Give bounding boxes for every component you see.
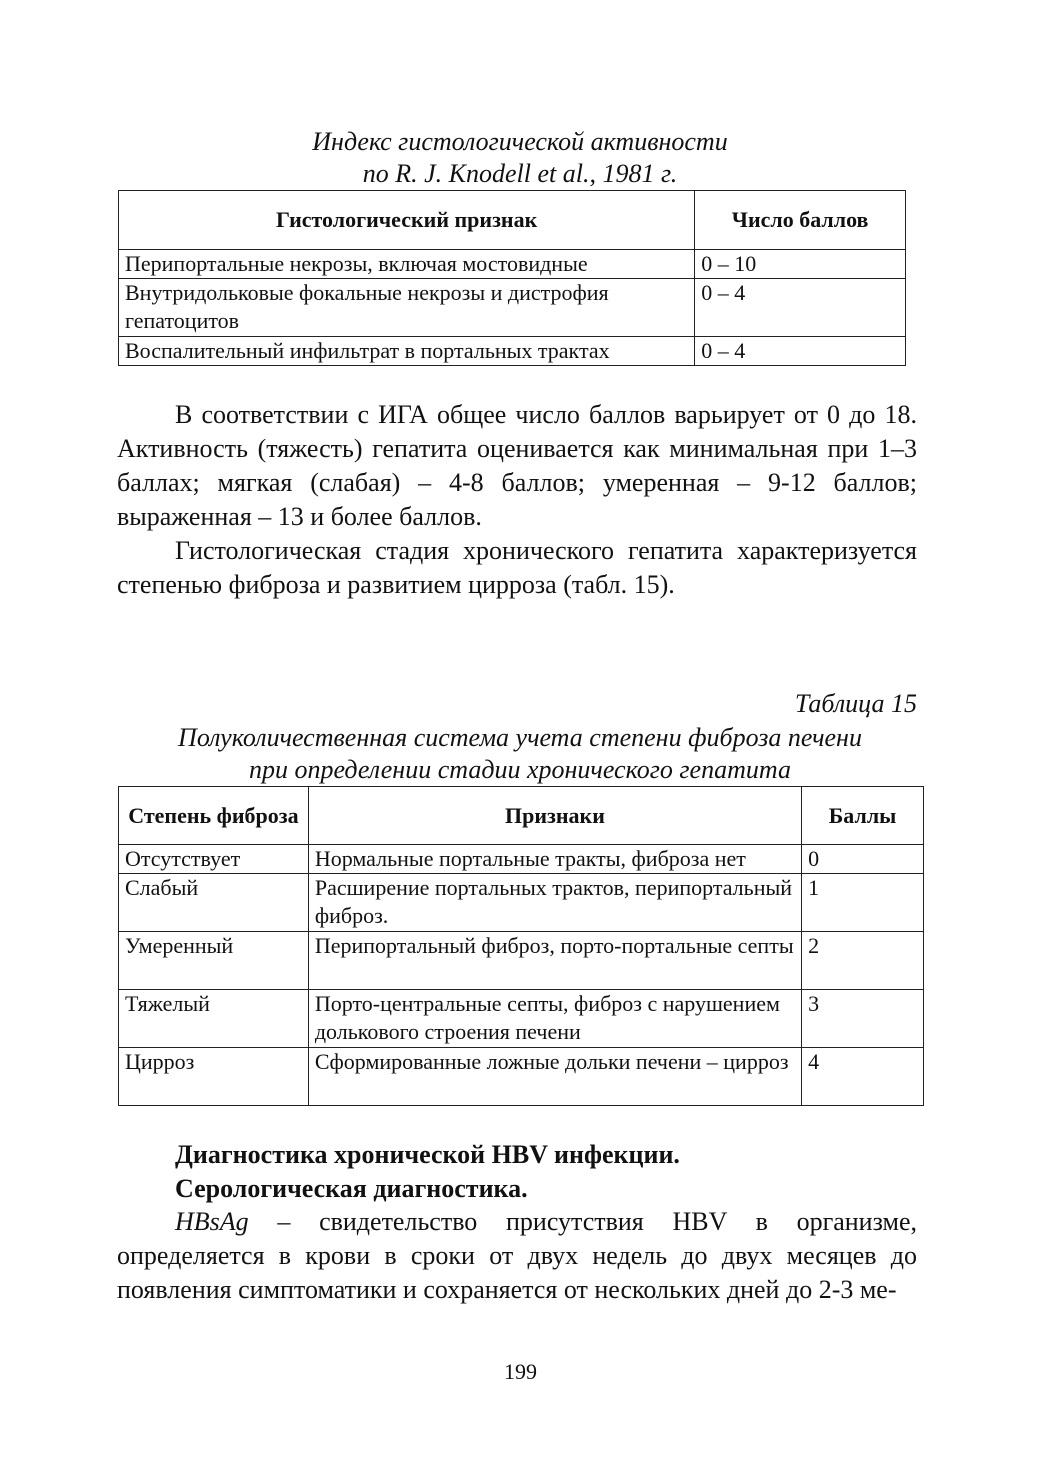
page-number: 199	[504, 1359, 537, 1384]
section-heading: Диагностика хронической HBV инфекции.	[175, 1140, 680, 1169]
table-cell: Перипортальный фиброз, порто-портальные септы	[308, 932, 801, 990]
fibrosis-stage-table	[118, 786, 924, 1106]
histology-activity-table	[118, 190, 906, 366]
table-cell: 0 – 10	[695, 250, 906, 279]
table-cell: 0	[802, 845, 924, 874]
table-row	[119, 874, 924, 932]
table-cell: Нормальные портальные тракты, фиброза нет	[308, 845, 801, 874]
table-header-cell: Гистологический признак	[119, 191, 695, 250]
table-header-cell: Число баллов	[695, 191, 906, 250]
table-row	[119, 932, 924, 990]
table-cell: Тяжелый	[119, 990, 309, 1048]
table-header-cell: Признаки	[308, 787, 801, 845]
body-paragraph: Гистологическая стадия хронического гепатита характеризуется степенью фиброза и развитием цирроза (табл. 15).	[117, 536, 917, 599]
paragraph-text: – свидетельство присутствия HBV в организме, определяется в крови в сроки от двух недель до двух месяцев до появления симптоматики и сохраняется от нескольких дней до 2-3 ме-	[117, 1207, 917, 1304]
table-cell: Воспалительный инфильтрат в портальных трактах	[119, 337, 695, 366]
table-cell: Порто-центральные септы, фиброз с нарушением долькового строения печени	[308, 990, 801, 1048]
table-row	[119, 279, 906, 337]
table-cell: Слабый	[119, 874, 309, 932]
table-cell: Цирроз	[119, 1048, 309, 1106]
body-paragraph	[117, 1205, 917, 1307]
table-cell: Перипортальные некрозы, включая мостовидные	[119, 250, 695, 279]
table-cell: 4	[802, 1048, 924, 1106]
table-header-row	[119, 191, 906, 250]
table-cell: Сформированные ложные дольки печени – цирроз	[308, 1048, 801, 1106]
table2-caption-line2: при определении стадии хронического гепатита	[249, 755, 791, 784]
table-cell: 2	[802, 932, 924, 990]
table-header-cell: Степень фиброза	[119, 787, 309, 845]
table-header-row	[119, 787, 924, 845]
table-cell: 0 – 4	[695, 279, 906, 337]
term-hbsag: HBsAg	[175, 1207, 249, 1236]
table-cell: Внутридольковые фокальные некрозы и дистрофия гепатоцитов	[119, 279, 695, 337]
table-row	[119, 845, 924, 874]
section-subheading: Серологическая диагностика.	[175, 1174, 528, 1203]
table1-caption	[117, 126, 923, 190]
table-header-cell: Баллы	[802, 787, 924, 845]
table1-caption-line1: Индекс гистологической активности	[312, 127, 728, 156]
table-cell: 3	[802, 990, 924, 1048]
table-cell: Расширение портальных трактов, перипортальный фиброз.	[308, 874, 801, 932]
table-cell: 1	[802, 874, 924, 932]
table-cell: Умеренный	[119, 932, 309, 990]
table2-label: Таблица 15	[794, 689, 917, 718]
body-paragraph: В соответствии с ИГА общее число баллов варьирует от 0 до 18. Активность (тяжесть) гепатита оценивается как минимальная при 1–3 баллах; мягкая (слабая) – 4-8 баллов; умеренная – 9-12 баллов; выраженная – 13 и более баллов.	[117, 400, 917, 531]
table-cell: 0 – 4	[695, 337, 906, 366]
table-row	[119, 990, 924, 1048]
table1-caption-line2: по R. J. Knodell et al., 1981 г.	[362, 159, 678, 188]
table-row	[119, 250, 906, 279]
table2-caption	[117, 722, 923, 786]
table-row	[119, 337, 906, 366]
table2-caption-line1: Полуколичественная система учета степени фиброза печени	[178, 723, 862, 752]
table-row	[119, 1048, 924, 1106]
table-cell: Отсутствует	[119, 845, 309, 874]
